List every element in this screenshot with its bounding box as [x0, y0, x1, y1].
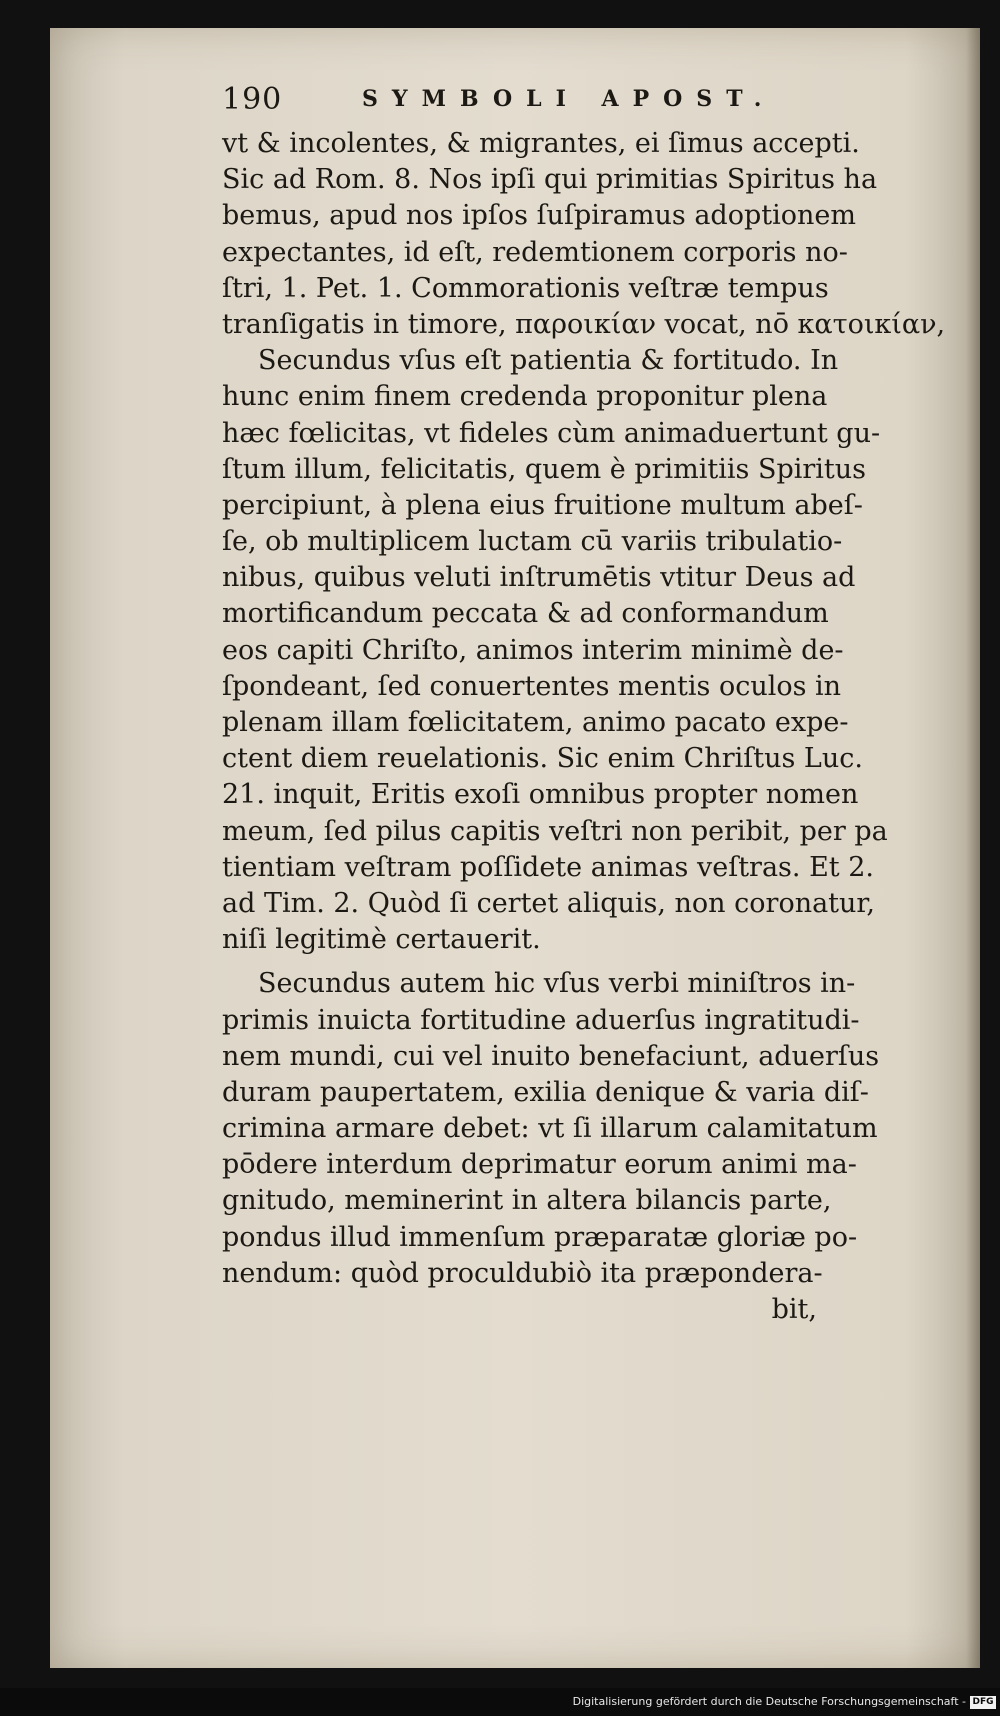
text-line: ad Tim. 2. Quòd ſi certet aliquis, non coronatur, — [222, 887, 875, 919]
text-line: pōdere interdum deprimatur eorum animi ma- — [222, 1149, 857, 1181]
footer-bar — [0, 1688, 1000, 1716]
dfg-logo: DFG — [970, 1696, 996, 1709]
text-line: hunc enim finem credenda proponitur plena — [222, 381, 828, 413]
text-line: ſpondeant, ſed conuertentes mentis oculos in — [222, 670, 842, 702]
text-line: tranſigatis in timore, παροικίαν vocat, nō κατοικίαν, — [222, 308, 946, 340]
text-line: Sic ad Rom. 8. Nos ipſi qui primitias Spiritus ha — [222, 164, 878, 196]
text-line: nendum: quòd proculdubiò ita præpondera- — [222, 1257, 823, 1289]
text-line: pondus illud immenſum præparatæ gloriæ po- — [222, 1221, 858, 1253]
text-line: crimina armare debet: vt ſi illarum calamitatum — [222, 1113, 878, 1145]
text-line: duram paupertatem, exilia denique & varia diſ- — [222, 1076, 869, 1108]
text-line: vt & incolentes, & migrantes, ei ſimus accepti. — [222, 128, 860, 159]
text-line: ſtum illum, felicitatis, quem è primitiis Spiritus — [222, 453, 867, 485]
text-line: tientiam veſtram poſſidete animas veſtras. Et 2. — [222, 851, 874, 883]
text-line: primis inuicta fortitudine aduerſus ingratitudi- — [222, 1004, 860, 1036]
body-text — [222, 126, 946, 1328]
text-line: eos capiti Chriſto, animos interim minimè de- — [222, 634, 844, 666]
text-line: expectantes, id eſt, redemtionem corporis no- — [222, 236, 848, 268]
text-line: niſi legitimè certauerit. — [222, 924, 541, 956]
text-line: plenam illam fœlicitatem, animo pacato expe- — [222, 707, 849, 738]
text-line: bemus, apud nos ipſos ſuſpiramus adoptionem — [222, 200, 856, 232]
text-line: hæc fœlicitas, vt fideles cùm animaduertunt gu- — [222, 417, 881, 449]
running-title: SYMBOLI APOST. — [362, 86, 776, 112]
text-line: 21. inquit, Eritis exoſi omnibus propter nomen — [222, 779, 859, 811]
text-line: percipiunt, à plena eius fruitione multum abeſ- — [222, 489, 863, 521]
text-line: Secundus vſus eſt patientia & fortitudo. In — [258, 345, 839, 377]
text-line: nibus, quibus veluti inſtrumētis vtitur Deus ad — [222, 562, 856, 594]
page-edge-shadow — [966, 28, 980, 1668]
page-number: 190 — [222, 82, 283, 117]
text-line: ſe, ob multiplicem luctam cū variis tribulatio- — [222, 526, 843, 558]
text-line: ſtri, 1. Pet. 1. Commorationis veſtræ tempus — [222, 272, 829, 304]
text-line: Secundus autem hic vſus verbi miniſtros in- — [258, 968, 856, 1000]
text-line: mortificandum peccata & ad conformandum — [222, 598, 829, 630]
running-head — [222, 82, 812, 122]
text-line: ctent diem reuelationis. Sic enim Chriſtus Luc. — [222, 743, 863, 775]
text-line: gnitudo, meminerint in altera bilancis parte, — [222, 1185, 832, 1217]
text-line: meum, ſed pilus capitis veſtri non peribit, per pa — [222, 815, 888, 847]
catchword: bit, — [771, 1294, 817, 1325]
text-line: nem mundi, cui vel inuito benefaciunt, aduerſus — [222, 1040, 880, 1072]
paragraph-gap — [222, 958, 817, 966]
funding-credit: Digitalisierung gefördert durch die Deutsche Forschungsgemeinschaft - — [572, 1695, 966, 1708]
